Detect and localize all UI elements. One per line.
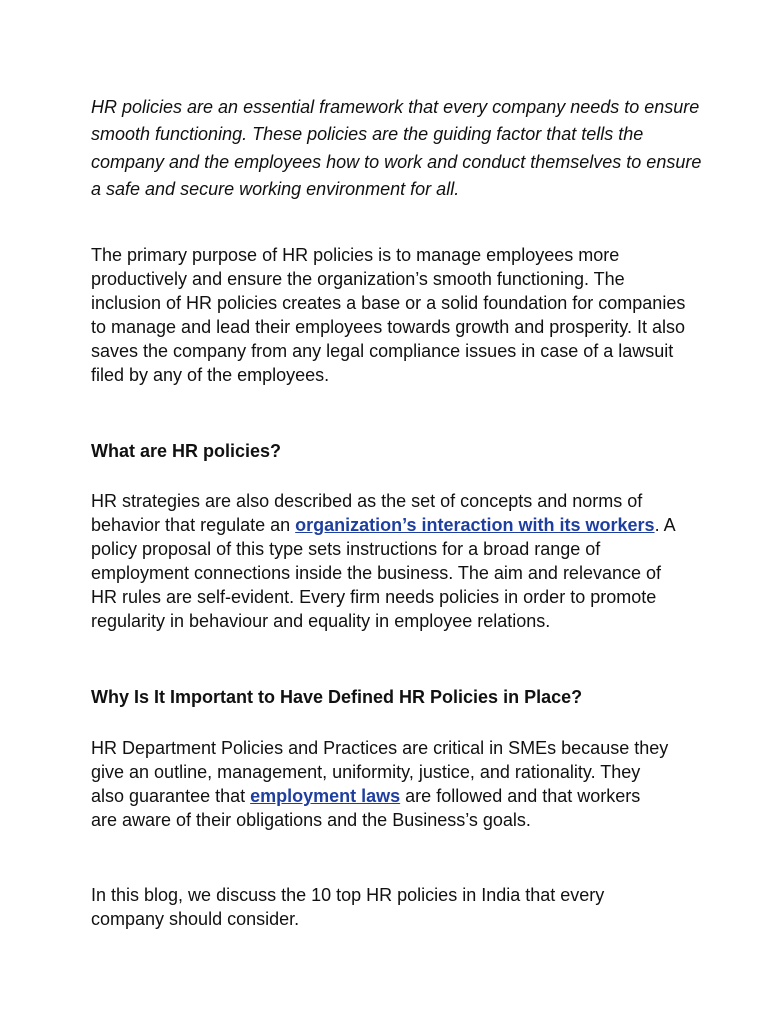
what-are-hr-policies-paragraph [91, 489, 691, 634]
intro-paragraph: HR policies are an essential framework that every company needs to ensure smooth functioning. These policies are the guiding factor that tells the company and the employees how to work and conduct themselves to ensure a safe and secure working environment for all. [91, 97, 702, 200]
closing-paragraph: In this blog, we discuss the 10 top HR policies in India that every company should consider. [91, 885, 605, 930]
why-important-paragraph [91, 736, 671, 832]
why-important-heading: Why Is It Important to Have Defined HR Policies in Place? [91, 687, 583, 707]
employment-laws-link[interactable]: employment laws [250, 786, 401, 807]
paragraph-text-segment: HR strategies are also described as the set of concepts and norms of behavior that regulate an [91, 491, 643, 536]
paragraph-text-segment: HR Department Policies and Practices are critical in SMEs because they give an outline, management, uniformity, justice, and rationality. They also guarantee that [91, 738, 669, 807]
organization-interaction-link[interactable]: organization’s interaction with its workers [295, 515, 655, 536]
paragraph-text-segment: . A policy proposal of this type sets instructions for a broad range of employment connections inside the business. The aim and relevance of HR rules are self-evident. Every firm needs policies in order to promote regularity in behaviour and equality in employee relations. [91, 515, 675, 632]
what-are-hr-policies-heading: What are HR policies? [91, 441, 282, 461]
paragraph-text-segment: are followed and that workers are aware of their obligations and the Business’s goals. [91, 786, 641, 831]
purpose-paragraph: The primary purpose of HR policies is to manage employees more productively and ensure the organization’s smooth functioning. The inclusion of HR policies creates a base or a solid foundation for companies to manage and lead their employees towards growth and prosperity. It also saves the company from any legal compliance issues in case of a lawsuit filed by any of the employees. [91, 245, 686, 386]
